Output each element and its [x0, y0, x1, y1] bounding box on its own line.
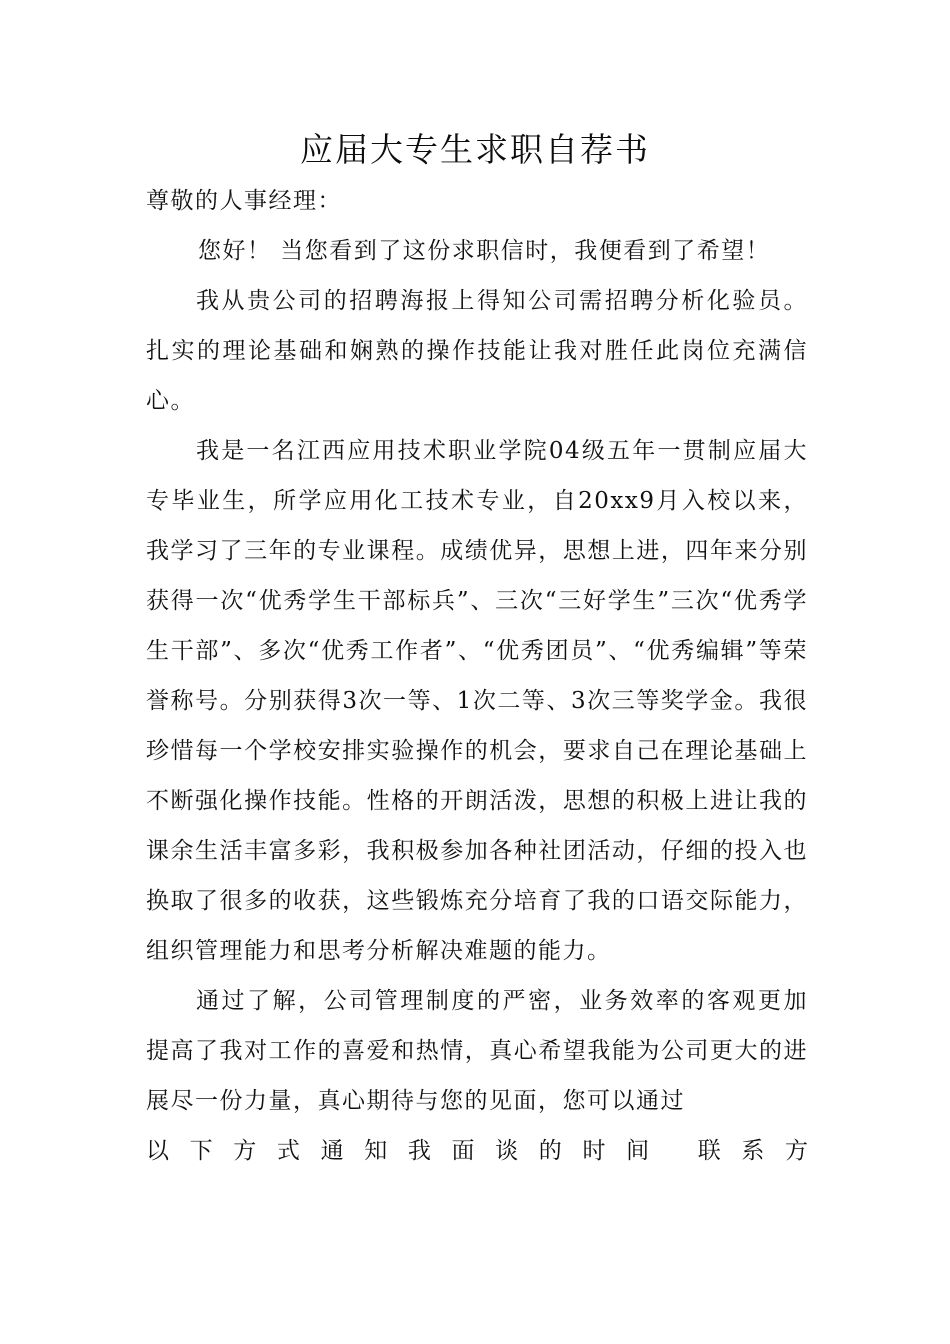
salutation: 尊敬的人事经理： [146, 188, 342, 214]
paragraph-position: 我从贵公司的招聘海报上得知公司需招聘分析化验员。扎实的理论基础和娴熟的操作技能让我对胜任此岗位充满信心。 [146, 288, 808, 414]
paragraph-greeting: 您好！ 当您看到了这份求职信时，我便看到了希望！ [198, 238, 771, 264]
letter-body [146, 176, 808, 1176]
paragraph-closing: 通过了解，公司管理制度的严密，业务效率的客观更加提高了我对工作的喜爱和热情，真心希望我能为公司更大的进展尽一份力量，真心期待与您的见面，您可以通过 [146, 988, 808, 1114]
document-title: 应届大专生求职自荐书 [300, 130, 650, 169]
paragraph-closing-last-line: 以下方式通知我面谈的时间 联系方 [146, 1138, 808, 1164]
paragraph-background: 我是一名江西应用技术职业学院04级五年一贯制应届大专毕业生，所学应用化工技术专业，自20xx9月入校以来，我学习了三年的专业课程。成绩优异，思想上进，四年来分别获得一次“优秀学生干部标兵”、三次“三好学生”三次“优秀学生干部”、多次“优秀工作者”、“优秀团员”、“优秀编辑”等荣誉称号。分别获得3次一等、1次二等、3次三等奖学金。我很珍惜每一个学校安排实验操作的机会，要求自己在理论基础上不断强化操作技能。性格的开朗活泼，思想的积极上进让我的课余生活丰富多彩，我积极参加各种社团活动，仔细的投入也换取了很多的收获，这些锻炼充分培育了我的口语交际能力，组织管理能力和思考分析解决难题的能力。 [146, 438, 808, 964]
